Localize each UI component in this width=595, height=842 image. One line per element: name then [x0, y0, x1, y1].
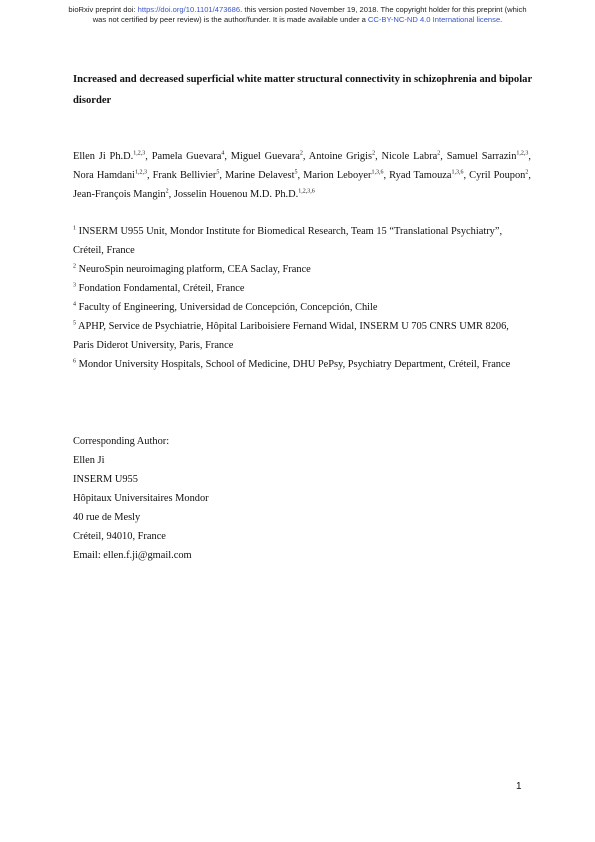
corresponding-city: Créteil, 94010, France — [73, 531, 166, 542]
author-name: Pamela Guevara — [151, 151, 222, 162]
affiliation-number: 5 — [73, 320, 76, 327]
corresponding-street: 40 rue de Mesly — [73, 512, 141, 523]
affiliation-number: 4 — [73, 301, 76, 308]
author — [382, 151, 441, 162]
author-name: Cyril Poupon — [469, 170, 526, 181]
corresponding-email[interactable]: Email: ellen.f.ji@gmail.com — [73, 550, 192, 561]
affiliation-number: 2 — [73, 263, 76, 270]
author-name: Nora Hamdani — [73, 170, 135, 181]
author-affiliation-marker: 2 — [165, 188, 169, 195]
doi-link[interactable]: https://doi.org/10.1101/473686 — [137, 5, 241, 14]
corresponding-unit: INSERM U955 — [73, 474, 138, 485]
author-affiliation-marker: 2 — [372, 150, 376, 157]
author — [152, 151, 225, 162]
affiliation-item — [73, 260, 529, 279]
author-affiliation-marker: 1,3,6 — [451, 169, 464, 176]
author-affiliation-marker: 2 — [525, 169, 529, 176]
author-name: Ryad Tamouza — [389, 170, 452, 181]
license-link[interactable]: CC-BY-NC-ND 4.0 International license — [367, 15, 501, 24]
header-text: . this version posted November 19, 2018. The copyright holder for this preprint (which — [240, 5, 527, 14]
author — [174, 189, 315, 200]
author-name: Nicole Labra — [381, 151, 438, 162]
affiliation-list — [73, 222, 529, 374]
affiliation-item — [73, 222, 529, 260]
author — [73, 151, 145, 162]
author-affiliation-marker: 4 — [221, 150, 225, 157]
affiliation-text: Mondor University Hospitals, School of Medicine, DHU PePsy, Psychiatry Department, Créteil, France — [76, 359, 511, 370]
author-name: Miguel Guevara — [230, 151, 300, 162]
author-name: Ellen Ji Ph.D. — [73, 151, 134, 162]
affiliation-number: 1 — [73, 225, 76, 232]
corresponding-author-block — [73, 432, 513, 565]
author-affiliation-marker: 1,2,3,6 — [298, 188, 315, 195]
author-name: Josselin Houenou M.D. Ph.D. — [173, 189, 299, 200]
author-name: Jean-François Mangin — [73, 189, 166, 200]
author-list: Ellen Ji Ph.D.$^{1,2,3}$, Pamela Guevara$^4$, Miguel Guevara$^2$, Antoine Grigis$^2$, Nicole Labra$^2$, Samuel Sarrazin$^{1,2,3}$, Nora Hamdani$^{1,2,3}$, Frank Bellivier$^5$, Marine Delavest$^5$, Marion Leboyer$^{1,3,6}$, Ryad Tamouza$^{1,3,6}$, Cyril Poupon$^2$, Jean-François Mangin$^2$, Josselin Houenou M.D. Ph.D.$^{1,2,3,6}$ — [73, 150, 531, 200]
header-text: . — [500, 15, 503, 24]
header-line-1 — [0, 5, 595, 15]
author-name: Antoine Grigis — [308, 151, 373, 162]
affiliation-item — [73, 298, 529, 317]
affiliation-number: 3 — [73, 282, 76, 289]
header-text: was not certified by peer review) is the author/funder. It is made available under a — [92, 15, 368, 24]
affiliation-text: NeuroSpin neuroimaging platform, CEA Saclay, France — [76, 264, 311, 275]
affiliation-item — [73, 317, 529, 355]
author-affiliation-marker: 2 — [299, 150, 303, 157]
author — [73, 189, 169, 200]
author — [231, 151, 303, 162]
author-name: Marion Leboyer — [303, 170, 372, 181]
preprint-header — [0, 5, 595, 25]
affiliation-text: Faculty of Engineering, Universidad de Concepción, Concepción, Chile — [76, 302, 378, 313]
affiliation-number: 6 — [73, 358, 76, 365]
affiliation-text: APHP, Service de Psychiatrie, Hôpital Lariboisiere Fernand Widal, INSERM U 705 CNRS UMR 8206, Paris Diderot University, Paris, France — [73, 321, 509, 351]
affiliation-item — [73, 279, 529, 298]
author — [447, 151, 529, 162]
author — [73, 170, 147, 181]
author — [389, 170, 463, 181]
corresponding-name: Ellen Ji — [73, 455, 105, 466]
page-number: 1 — [516, 781, 522, 792]
author-affiliation-marker: 5 — [216, 169, 220, 176]
author — [225, 170, 297, 181]
author — [303, 170, 383, 181]
header-text: bioRxiv preprint doi: — [68, 5, 138, 14]
author-affiliation-marker: 1,2,3 — [516, 150, 529, 157]
author-affiliation-marker: 2 — [437, 150, 441, 157]
corresponding-heading: Corresponding Author: — [73, 436, 170, 447]
author-name: Samuel Sarrazin — [446, 151, 517, 162]
author — [153, 170, 220, 181]
author-affiliation-marker: 1,3,6 — [371, 169, 384, 176]
corresponding-institution: Hôpitaux Universitaires Mondor — [73, 493, 209, 504]
author — [469, 170, 528, 181]
author — [309, 151, 375, 162]
affiliation-text: Fondation Fondamental, Créteil, France — [76, 283, 245, 294]
author-name: Marine Delavest — [225, 170, 295, 181]
author-affiliation-marker: 1,2,3 — [134, 169, 147, 176]
paper-title: Increased and decreased superficial white matter structural connectivity in schizophrenia and bipolar disorder — [73, 74, 532, 106]
author-affiliation-marker: 1,2,3 — [133, 150, 146, 157]
author-affiliation-marker: 5 — [294, 169, 298, 176]
affiliation-item — [73, 355, 529, 374]
affiliation-text: INSERM U955 Unit, Mondor Institute for Biomedical Research, Team 15 “Translational Psychiatry”, Créteil, France — [73, 226, 503, 256]
header-line-2 — [0, 15, 595, 25]
author-name: Frank Bellivier — [152, 170, 217, 181]
